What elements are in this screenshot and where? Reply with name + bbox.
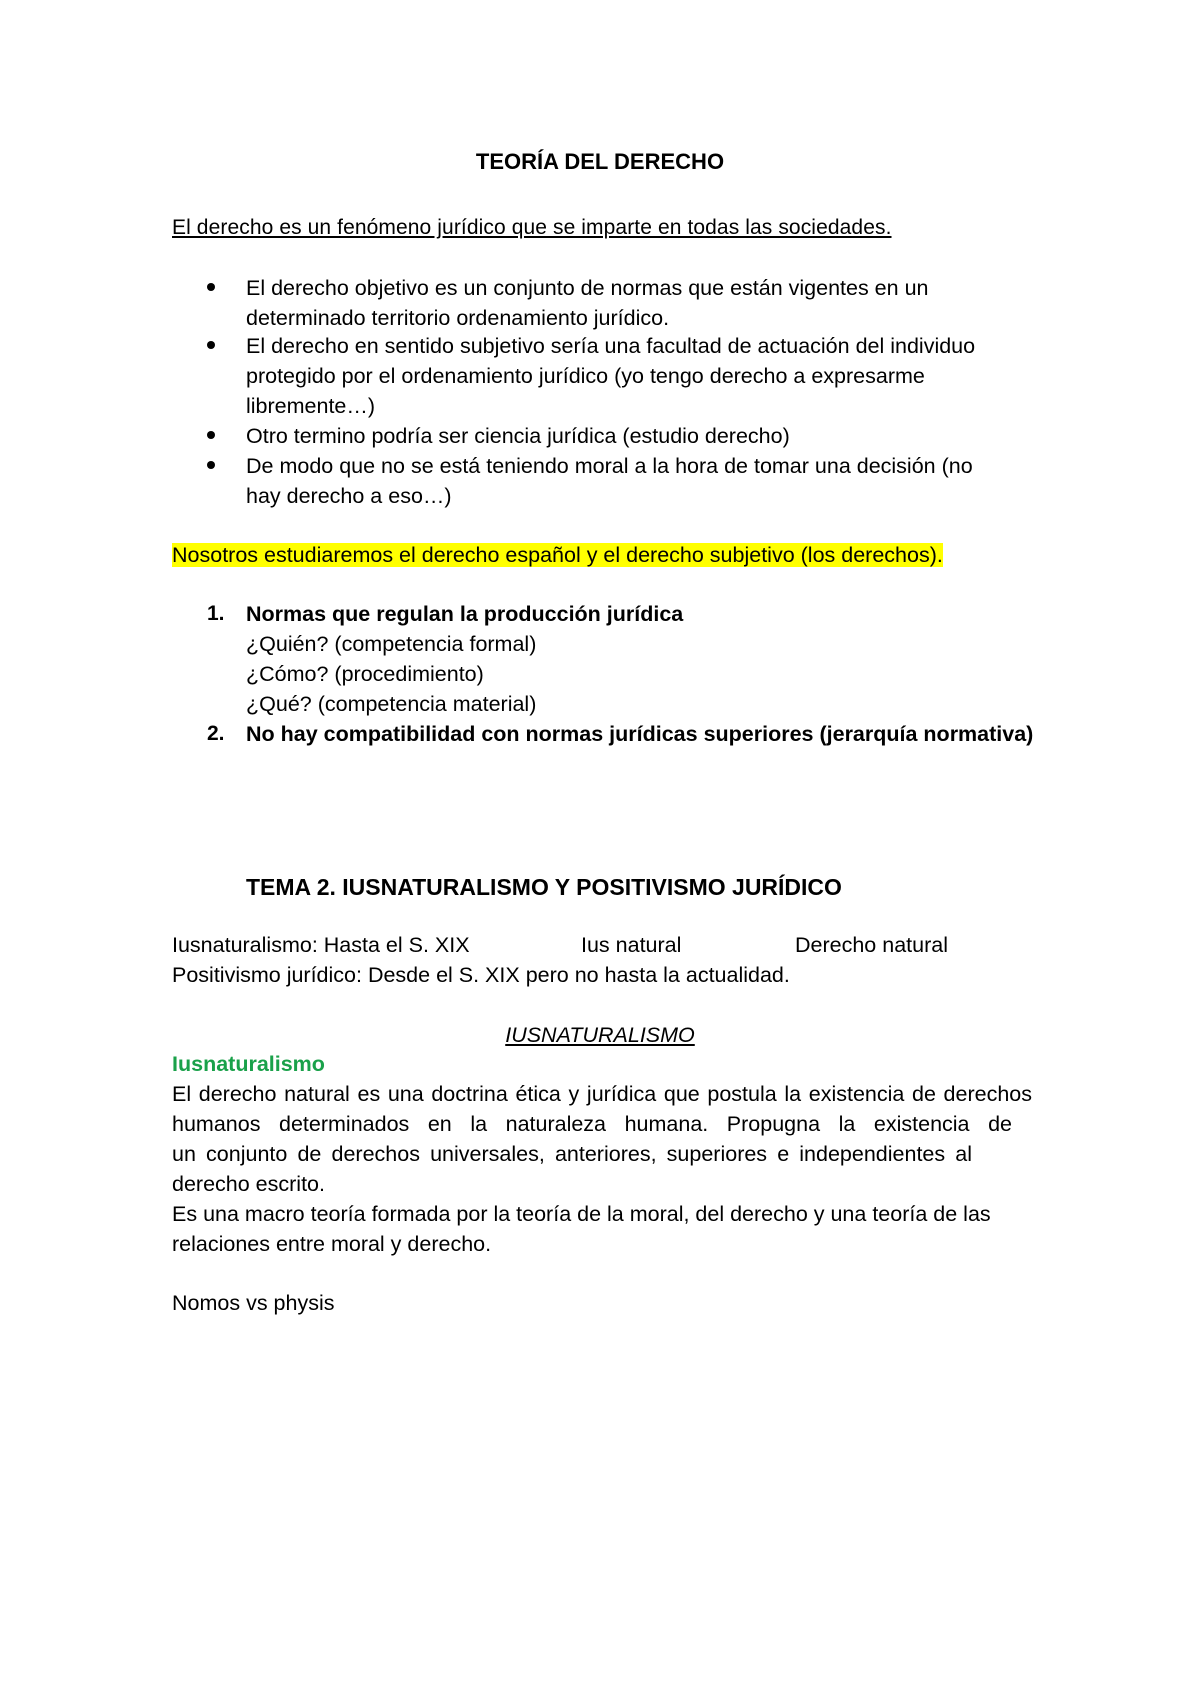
bullet-line: hay derecho a eso…) [246, 484, 452, 508]
bullet-line: Otro termino podría ser ciencia jurídica (estudio derecho) [246, 424, 790, 448]
paragraph-line: un conjunto de derechos universales, anteriores, superiores e independientes al [172, 1142, 972, 1166]
subsection-heading: IUSNATURALISMO [505, 1023, 695, 1047]
paragraph-line: relaciones entre moral y derecho. [172, 1232, 492, 1256]
bullet-line: determinado territorio ordenamiento jurídico. [246, 306, 670, 330]
bullet-line: El derecho objetivo es un conjunto de normas que están vigentes en un [246, 276, 929, 300]
bullet-icon [207, 341, 215, 349]
bullet-line: protegido por el ordenamiento jurídico (yo tengo derecho a expresarme [246, 364, 925, 388]
row1-col-a: Iusnaturalismo: Hasta el S. XIX [172, 933, 470, 957]
bullet-icon [207, 283, 215, 291]
bullet-icon [207, 461, 215, 469]
sub-item: ¿Quién? (competencia formal) [246, 632, 537, 656]
sub-item: ¿Cómo? (procedimiento) [246, 662, 484, 686]
green-heading: Iusnaturalismo [172, 1052, 325, 1076]
row1-col-c: Derecho natural [795, 933, 948, 957]
numbered-item-2: No hay compatibilidad con normas jurídicas superiores (jerarquía normativa) [246, 722, 1034, 746]
highlight-text: Nosotros estudiaremos el derecho español y el derecho subjetivo (los derechos). [172, 543, 943, 567]
bullet-icon [207, 431, 215, 439]
bullet-line: libremente…) [246, 394, 376, 418]
list-number: 1. [207, 602, 225, 625]
closing-line: Nomos vs physis [172, 1291, 335, 1315]
intro-sentence: El derecho es un fenómeno jurídico que se imparte en todas las sociedades. [172, 216, 892, 239]
bullet-line: El derecho en sentido subjetivo sería una facultad de actuación del individuo [246, 334, 976, 358]
paragraph-line: Es una macro teoría formada por la teoría de la moral, del derecho y una teoría de las [172, 1202, 991, 1226]
sub-item: ¿Qué? (competencia material) [246, 692, 537, 716]
bullet-line: De modo que no se está teniendo moral a la hora de tomar una decisión (no [246, 454, 973, 478]
row1-col-b: Ius natural [581, 933, 682, 957]
list-number: 2. [207, 722, 225, 745]
document-title: TEORÍA DEL DERECHO [475, 149, 725, 174]
numbered-item-1: Normas que regulan la producción jurídica [246, 602, 684, 626]
row2-text: Positivismo jurídico: Desde el S. XIX pero no hasta la actualidad. [172, 963, 790, 987]
paragraph-line: humanos determinados en la naturaleza humana. Propugna la existencia de [172, 1112, 1012, 1136]
section-title: TEMA 2. IUSNATURALISMO Y POSITIVISMO JURÍDICO [246, 874, 842, 900]
highlighted-sentence [172, 540, 943, 570]
paragraph-line: El derecho natural es una doctrina ética y jurídica que postula la existencia de derechos [172, 1082, 1032, 1106]
paragraph-line: derecho escrito. [172, 1172, 325, 1196]
